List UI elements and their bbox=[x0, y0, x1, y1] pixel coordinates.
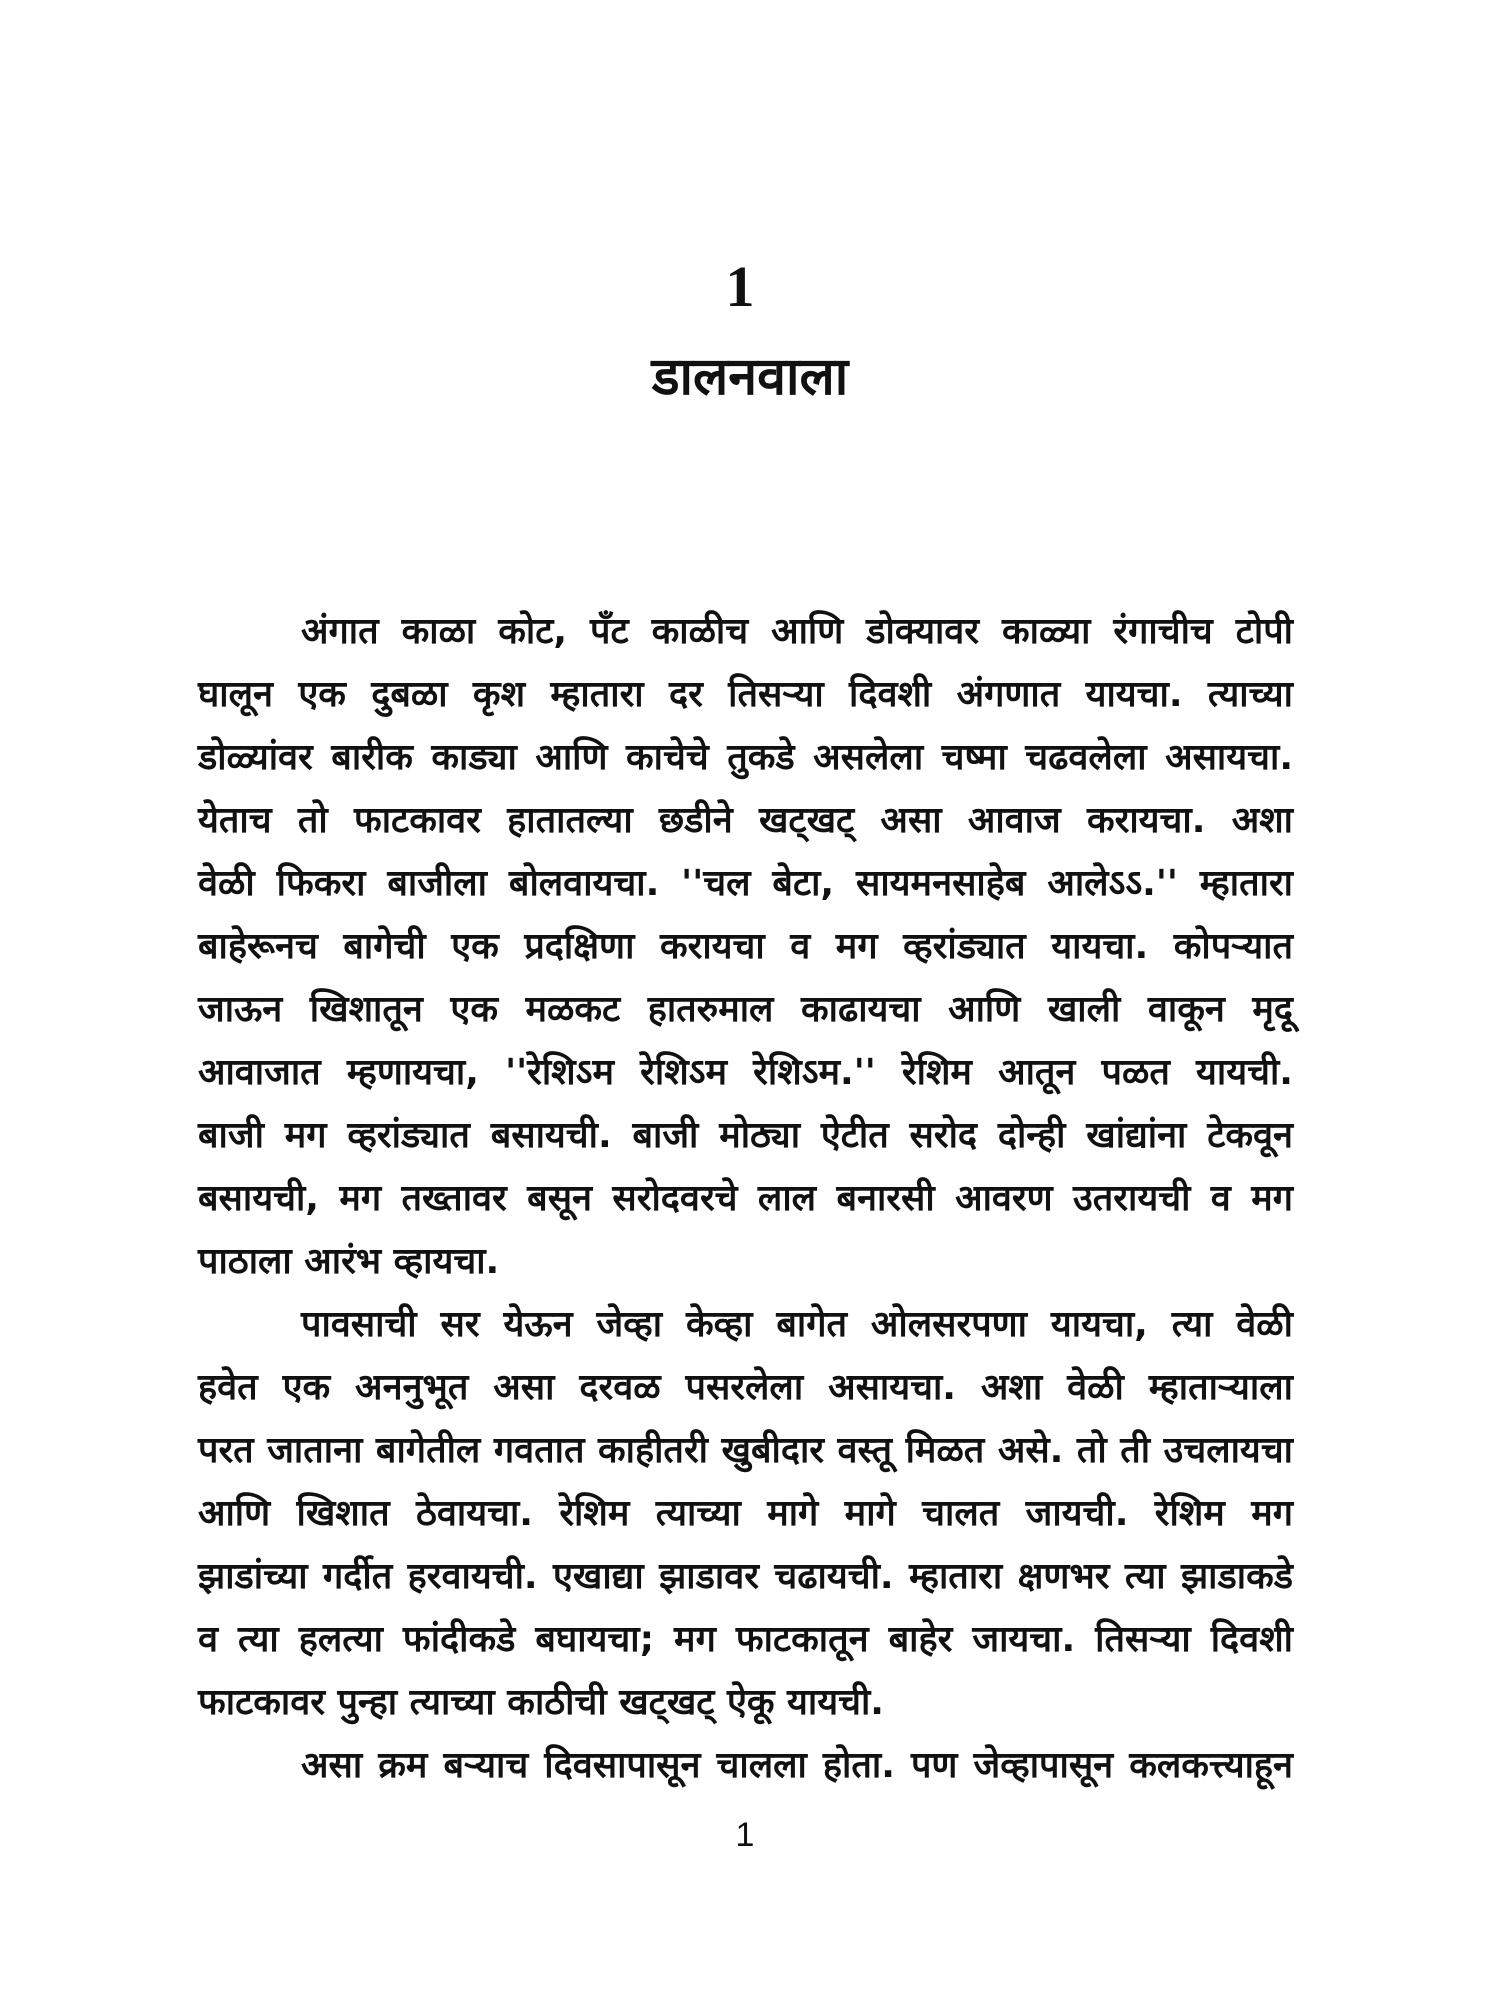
text-line: बाजी मग व्हरांड्यात बसायची. बाजी मोठ्या ऐटीत सरोद दोन्ही खांद्यांना टेकवून bbox=[198, 1115, 1293, 1156]
text-line: वेळी फिकरा बाजीला बोलवायचा. ''चल बेटा, सायमनसाहेब आलेऽऽ.'' म्हातारा bbox=[198, 863, 1293, 904]
text-line: आवाजात म्हणायचा, ''रेशिऽम रेशिऽम रेशिऽम.'' रेशिम आतून पळत यायची. bbox=[198, 1052, 1293, 1093]
text-line: असा क्रम बऱ्याच दिवसापासून चालला होता. पण जेव्हापासून कलकत्त्याहून bbox=[301, 1745, 1293, 1786]
text-line: आणि खिशात ठेवायचा. रेशिम त्याच्या मागे मागे चालत जायची. रेशिम मग bbox=[198, 1493, 1293, 1534]
text-line: बाहेरूनच बागेची एक प्रदक्षिणा करायचा व मग व्हरांड्यात यायचा. कोपऱ्यात bbox=[198, 926, 1293, 967]
text-line: पावसाची सर येऊन जेव्हा केव्हा बागेत ओलसरपणा यायचा, त्या वेळी bbox=[301, 1304, 1293, 1345]
page-number: 1 bbox=[735, 1816, 755, 1854]
text-line: परत जाताना बागेतील गवतात काहीतरी खुबीदार वस्तू मिळत असे. तो ती उचलायचा bbox=[198, 1430, 1293, 1471]
text-line: येताच तो फाटकावर हातातल्या छडीने खट्खट् असा आवाज करायचा. अशा bbox=[198, 800, 1293, 841]
text-line: हवेत एक अननुभूत असा दरवळ पसरलेला असायचा. अशा वेळी म्हाताऱ्याला bbox=[198, 1367, 1293, 1408]
chapter-title: डालनवाला bbox=[651, 347, 849, 407]
text-line: झाडांच्या गर्दीत हरवायची. एखाद्या झाडावर चढायची. म्हातारा क्षणभर त्या झाडाकडे bbox=[198, 1556, 1293, 1597]
chapter-number: 1 bbox=[725, 254, 755, 319]
text-line: व त्या हलत्या फांदीकडे बघायचा; मग फाटकातून बाहेर जायचा. तिसऱ्या दिवशी bbox=[198, 1619, 1293, 1660]
text-line: पाठाला आरंभ व्हायचा. bbox=[198, 1241, 500, 1282]
text-line: जाऊन खिशातून एक मळकट हातरुमाल काढायचा आणि खाली वाकून मृदू bbox=[198, 989, 1293, 1030]
text-line: फाटकावर पुन्हा त्याच्या काठीची खट्खट् ऐकू यायची. bbox=[198, 1682, 884, 1723]
text-line: अंगात काळा कोट, पँट काळीच आणि डोक्यावर काळ्या रंगाचीच टोपी bbox=[301, 611, 1293, 652]
text-line: घालून एक दुबळा कृश म्हातारा दर तिसऱ्या दिवशी अंगणात यायचा. त्याच्या bbox=[198, 674, 1293, 715]
text-line: डोळ्यांवर बारीक काड्या आणि काचेचे तुकडे असलेला चष्मा चढवलेला असायचा. bbox=[198, 737, 1293, 778]
text-line: बसायची, मग तख्तावर बसून सरोदवरचे लाल बनारसी आवरण उतरायची व मग bbox=[198, 1178, 1293, 1219]
